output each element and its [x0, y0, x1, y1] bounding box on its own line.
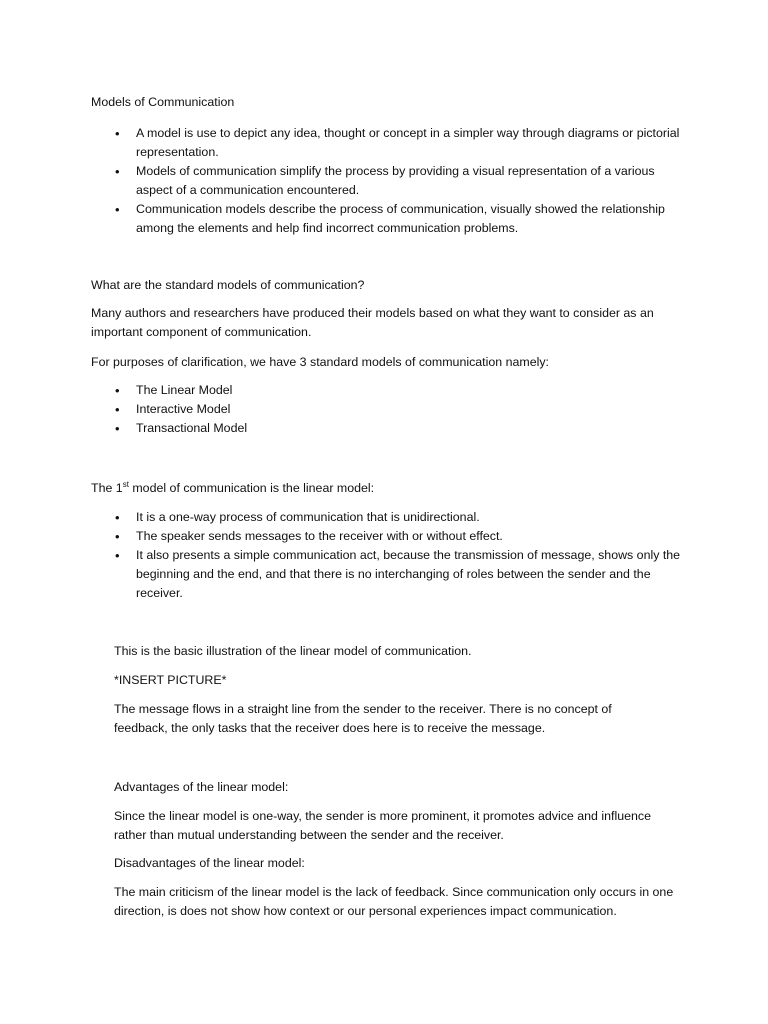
disadvantages-heading: Disadvantages of the linear model: — [114, 856, 305, 870]
paragraph-purposes: For purposes of clarification, we have 3 standard models of communication namely: — [91, 355, 549, 369]
list-item: • Transactional Model — [91, 419, 681, 438]
intro-bullet-list — [91, 124, 681, 238]
illustration-text: This is the basic illustration of the linear model of communication. — [114, 644, 472, 658]
list-item: • Models of communication simplify the process by providing a visual representation of a various aspect of a communication encountered. — [91, 162, 681, 200]
disadvantages-paragraph: The main criticism of the linear model is the lack of feedback. Since communication only occurs in one direction, is does not show how context or our personal experiences impact communication. — [114, 885, 674, 918]
list-item: • It is a one-way process of communication that is unidirectional. — [91, 508, 681, 527]
linear-heading-sup: st — [122, 479, 129, 489]
linear-model-heading — [91, 479, 691, 498]
message-flow-paragraph: The message flows in a straight line from the sender to the receiver. There is no concept of feedback, the only tasks that the receiver does here is to receive the message. — [114, 702, 612, 735]
doc-title: Models of Communication — [91, 95, 235, 109]
advantages-heading: Advantages of the linear model: — [114, 780, 289, 794]
list-item: • Interactive Model — [91, 400, 681, 419]
list-item: • The Linear Model — [91, 381, 681, 400]
list-item: • It also presents a simple communication act, because the transmission of message, shows only the beginning and the end, and that there is no interchanging of roles between the sender and the receiver. — [91, 546, 681, 603]
insert-picture-placeholder: *INSERT PICTURE* — [114, 673, 227, 687]
list-item: • Communication models describe the process of communication, visually showed the relationship among the elements and help find incorrect communication problems. — [91, 200, 681, 238]
section-question: What are the standard models of communication? — [91, 278, 365, 292]
linear-bullet-list — [91, 508, 681, 603]
model-list — [91, 381, 681, 438]
linear-heading-pre: The 1 — [91, 481, 123, 495]
linear-heading-post: model of communication is the linear model: — [128, 481, 375, 495]
list-item: • A model is use to depict any idea, thought or concept in a simpler way through diagrams or pictorial representation. — [91, 124, 681, 162]
advantages-paragraph: Since the linear model is one-way, the sender is more prominent, it promotes advice and influence rather than mutual understanding between the sender and the receiver. — [114, 809, 651, 842]
paragraph-authors: Many authors and researchers have produced their models based on what they want to consider as an important component of communication. — [91, 306, 654, 339]
list-item: • The speaker sends messages to the receiver with or without effect. — [91, 527, 681, 546]
